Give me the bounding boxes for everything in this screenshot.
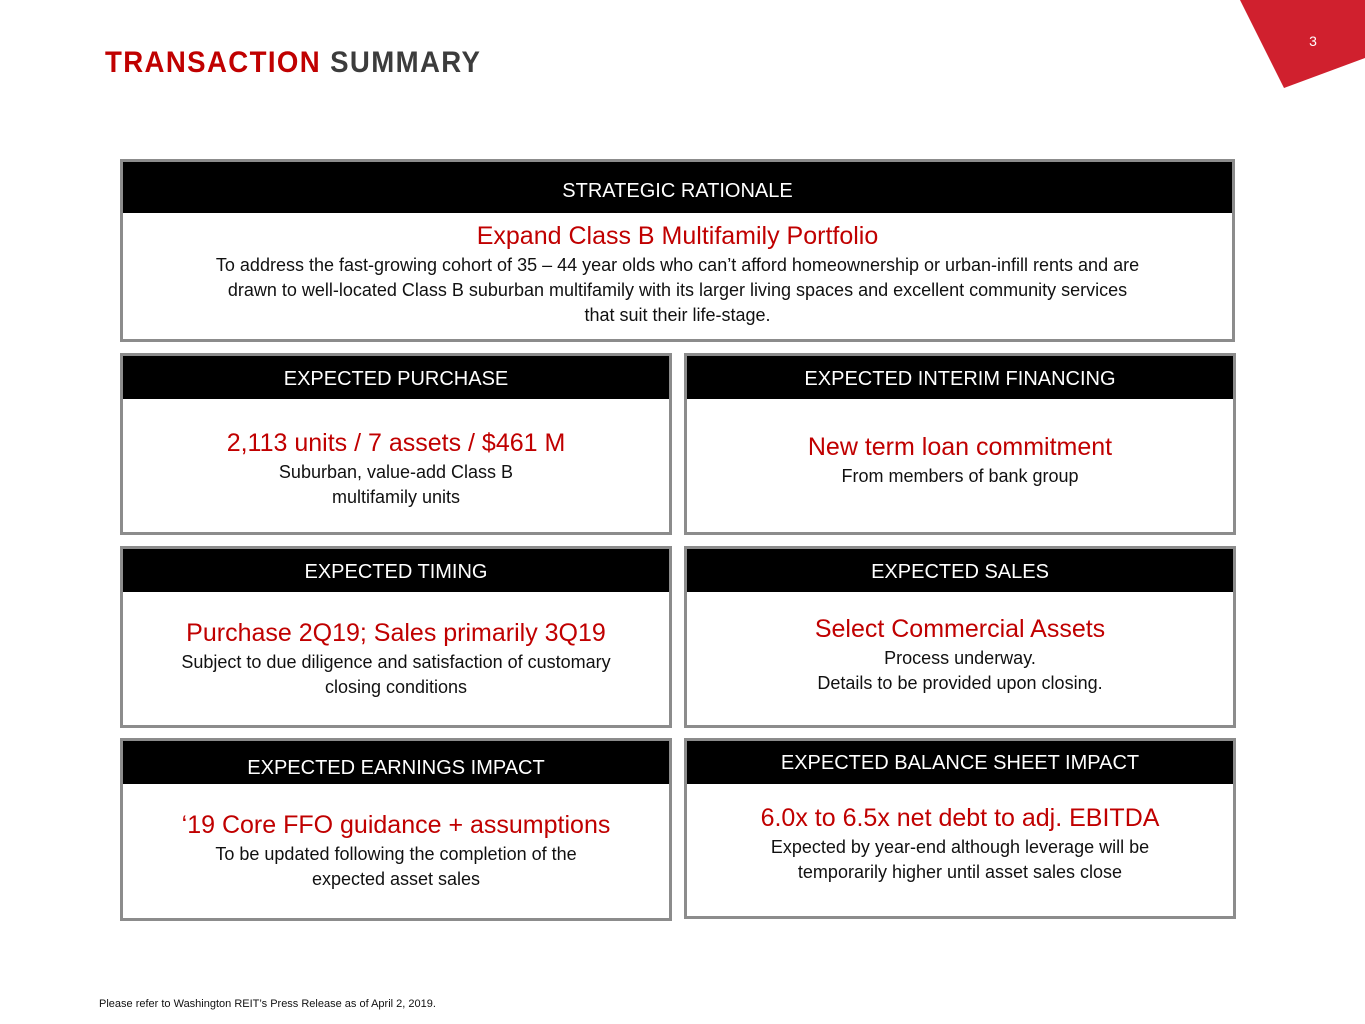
financing-line-1: From members of bank group	[841, 466, 1079, 486]
expected-timing-header: EXPECTED TIMING	[123, 549, 669, 592]
expected-balance-headline: 6.0x to 6.5x net debt to adj. EBITDA	[760, 804, 1160, 832]
strategic-rationale-header: STRATEGIC RATIONALE	[123, 162, 1232, 213]
expected-sales-text	[687, 646, 1233, 696]
expected-balance-box	[684, 738, 1236, 919]
page-title	[105, 46, 481, 80]
timing-line-2: closing conditions	[324, 677, 468, 697]
title-part-2: SUMMARY	[330, 46, 482, 79]
footnote: Please refer to Washington REIT’s Press Release as of April 2, 2019.	[99, 998, 436, 1010]
page-number: 3	[1309, 33, 1317, 49]
expected-timing-headline: Purchase 2Q19; Sales primarily 3Q19	[186, 619, 606, 647]
strategic-rationale-headline: Expand Class B Multifamily Portfolio	[476, 222, 879, 250]
earnings-line-2: expected asset sales	[311, 869, 481, 889]
balance-line-1: Expected by year-end although leverage will be	[770, 837, 1150, 857]
expected-purchase-headline: 2,113 units / 7 assets / $461 M	[226, 429, 566, 457]
title-part-1: TRANSACTION	[105, 46, 322, 79]
expected-sales-headline: Select Commercial Assets	[814, 615, 1106, 643]
expected-purchase-text	[123, 460, 669, 510]
expected-sales-box	[684, 546, 1236, 728]
expected-sales-header: EXPECTED SALES	[687, 549, 1233, 592]
expected-earnings-box	[120, 738, 672, 921]
timing-line-1: Subject to due diligence and satisfaction of customary	[181, 652, 611, 672]
strategic-rationale-box	[120, 159, 1235, 342]
strategic-line-1: To address the fast-growing cohort of 35 – 44 year olds who can’t afford homeownership or urban-infill rents and are	[215, 255, 1140, 275]
strategic-line-2: drawn to well-located Class B suburban multifamily with its larger living spaces and excellent community services	[227, 280, 1128, 300]
expected-earnings-headline: ‘19 Core FFO guidance + assumptions	[181, 811, 611, 839]
purchase-line-2: multifamily units	[331, 487, 461, 507]
expected-earnings-header: EXPECTED EARNINGS IMPACT	[123, 741, 669, 784]
expected-financing-box	[684, 353, 1236, 535]
strategic-line-3: that suit their life-stage.	[584, 305, 771, 325]
expected-earnings-text	[123, 842, 669, 892]
expected-financing-header: EXPECTED INTERIM FINANCING	[687, 356, 1233, 399]
expected-financing-headline: New term loan commitment	[807, 433, 1113, 461]
expected-balance-header: EXPECTED BALANCE SHEET IMPACT	[687, 741, 1233, 784]
expected-purchase-header: EXPECTED PURCHASE	[123, 356, 669, 399]
expected-balance-text	[687, 835, 1233, 885]
expected-timing-text	[123, 650, 669, 700]
earnings-line-1: To be updated following the completion of the	[215, 844, 577, 864]
expected-financing-text	[687, 464, 1233, 489]
expected-purchase-box	[120, 353, 672, 535]
sales-line-2: Details to be provided upon closing.	[817, 673, 1103, 693]
purchase-line-1: Suburban, value-add Class B	[278, 462, 514, 482]
sales-line-1: Process underway.	[884, 648, 1036, 668]
expected-timing-box	[120, 546, 672, 728]
strategic-rationale-text	[123, 253, 1232, 328]
balance-line-2: temporarily higher until asset sales close	[797, 862, 1123, 882]
